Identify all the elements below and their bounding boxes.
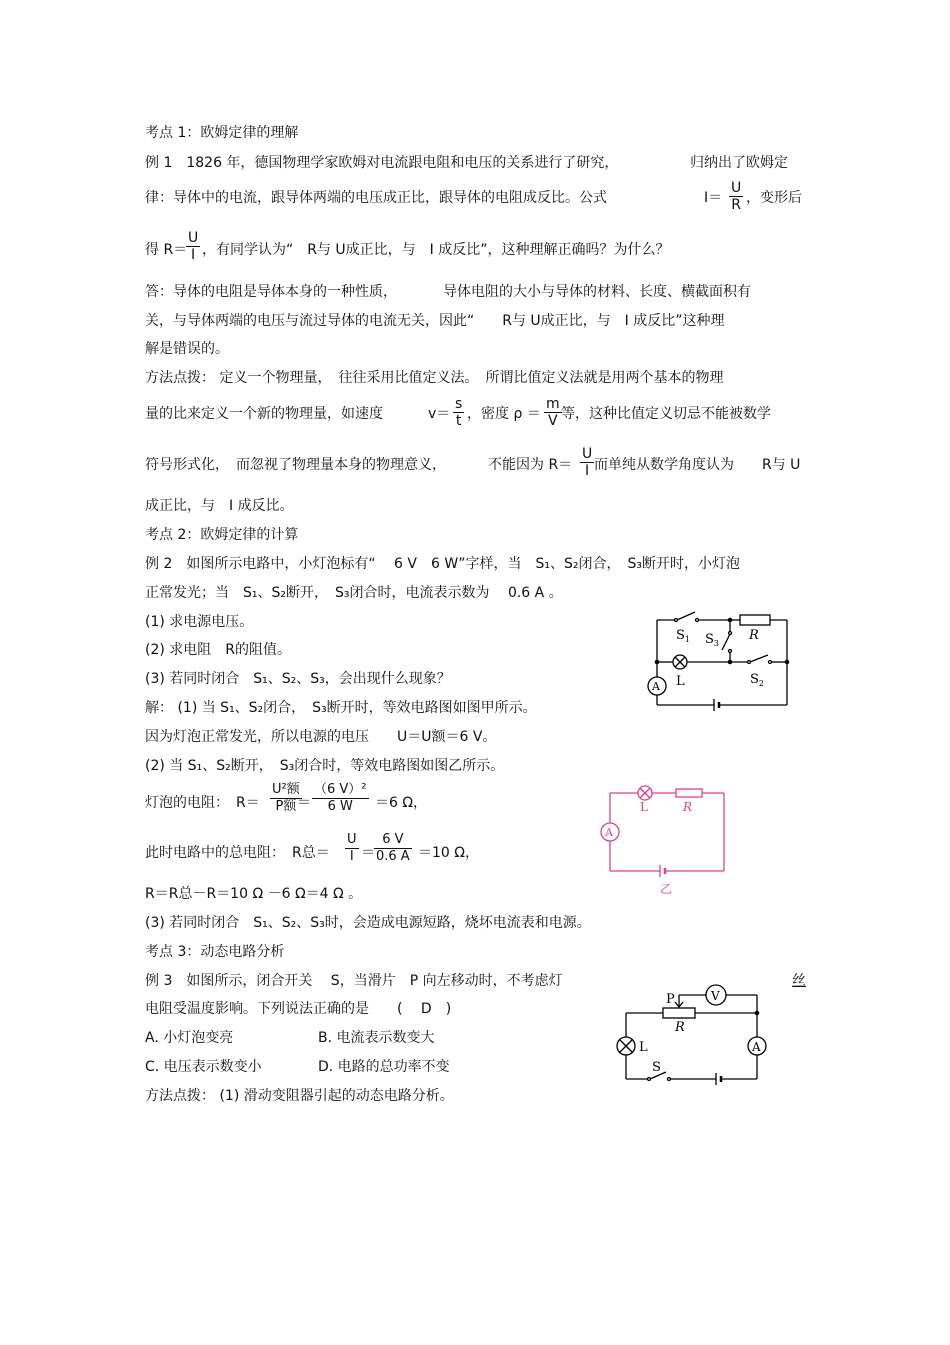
denominator: I	[191, 247, 196, 263]
solution-line-2: 因为灯泡正常发光，所以电源的电压 U＝U额＝6 V。	[145, 729, 497, 745]
method-line-4: 成正比，与 I 成反比。	[145, 498, 294, 514]
formula-6v-over-06a	[374, 832, 412, 865]
example-1-line-1b: 归纳出了欧姆定	[690, 155, 788, 171]
numerator: U	[731, 180, 742, 196]
solution-line-4-post: ＝6 Ω，	[375, 795, 428, 811]
equals-sign: ＝	[297, 795, 311, 811]
formula-u-over-i-3	[345, 832, 359, 865]
method-line-2a: 量的比来定义一个新的物理量，如速度	[145, 406, 383, 422]
solution-line-5-pre: 此时电路中的总电阻： R总＝	[145, 845, 330, 861]
option-d: D. 电路的总功率不变	[318, 1059, 450, 1075]
numerator: m	[546, 396, 560, 412]
solution-line-5-post: ＝10 Ω，	[418, 845, 479, 861]
formula-rho-eq: ，密度 ρ ＝	[467, 406, 541, 422]
formula-s-over-t	[453, 396, 464, 429]
method-line-3c: 而单纯从数学角度认为 R与 U	[594, 457, 801, 473]
formula-i-eq: I＝	[704, 190, 723, 206]
denominator: R	[731, 197, 741, 213]
label-l: L	[639, 1040, 648, 1055]
label-r: R	[683, 800, 693, 814]
question-3: (3) 若同时闭合 S₁、S₂、S₃，会出现什么现象？	[145, 671, 451, 687]
option-a: A. 小灯泡变亮	[145, 1030, 234, 1046]
label-p: P	[666, 992, 675, 1007]
example-3-line-2: 电阻受温度影响。下列说法正确的是 ( D )	[145, 1001, 452, 1017]
question-1: (1) 求电源电压。	[145, 614, 254, 630]
example-1-line-2b: ，变形后	[746, 190, 802, 206]
label-r: R	[749, 628, 759, 643]
example-1-line-1a: 例 1 1826 年，德国物理学家欧姆对电流跟电阻和电压的关系进行了研究，	[145, 155, 619, 171]
label-s: S	[652, 1060, 661, 1075]
voltmeter-label: V	[711, 989, 720, 1003]
solution-line-7: (3) 若同时闭合 S₁、S₂、S₃时，会造成电源短路，烧坏电流表和电源。	[145, 915, 591, 931]
numerator: 6 V	[374, 832, 412, 849]
formula-u-over-r	[729, 180, 743, 213]
numerator: U	[347, 832, 357, 847]
method-3: 方法点拨： (1) 滑动变阻器引起的动态电路分析。	[145, 1088, 454, 1104]
formula-m-over-v	[544, 396, 562, 429]
formula-v-eq: v＝	[428, 406, 451, 422]
denominator: I	[585, 463, 590, 479]
option-c: C. 电压表示数变小	[145, 1059, 262, 1075]
question-2: (2) 求电阻 R的阻值。	[145, 642, 292, 658]
solution-line-4-pre: 灯泡的电阻： R＝	[145, 795, 260, 811]
example-2-line-1: 例 2 如图所示电路中，小灯泡标有“ 6 V 6 W”字样，当 S₁、S₂闭合， S₃断开时，小灯泡	[145, 556, 740, 572]
solution-line-1: 解： (1) 当 S₁、S₂闭合， S₃断开时，等效电路图如图甲所示。	[145, 700, 537, 716]
example-3-line-1a: 例 3 如图所示，闭合开关 S，当滑片 P 向左移动时，不考虑灯	[145, 973, 563, 989]
circuit-diagram-2	[598, 783, 738, 898]
label-s1: $S_1$	[676, 628, 690, 644]
section-title-3: 考点 3：动态电路分析	[145, 944, 285, 960]
example-1-line-3-pre: 得 R＝	[145, 242, 188, 258]
method-line-3a: 符号形式化， 而忽视了物理量本身的物理意义，	[145, 457, 446, 473]
label-s3: $S_3$	[705, 632, 719, 648]
numerator: U²额	[272, 782, 300, 797]
formula-u-over-i-2	[580, 446, 594, 479]
section-title-2: 考点 2：欧姆定律的计算	[145, 527, 299, 543]
method-line-2b: 等，这种比值定义切忌不能被数学	[561, 406, 771, 422]
method-line-1: 方法点拨： 定义一个物理量， 往往采用比值定义法。 所谓比值定义法就是用两个基本的物理	[145, 370, 724, 386]
answer-line-2: 关，与导体两端的电压与流过导体的电流无关，因此“ R与 U成正比，与 I 成反比”这种理	[145, 313, 725, 329]
solution-line-3: (2) 当 S₁、S₂断开， S₃闭合时，等效电路图如图乙所示。	[145, 758, 505, 774]
formula-u-over-i	[186, 230, 200, 263]
answer-line-3: 解是错误的。	[145, 341, 229, 357]
formula-6v2-over-6w	[312, 782, 369, 815]
example-1-line-2a: 律：导体中的电流，跟导体两端的电压成正比，跟导体的电阻成反比。公式	[145, 190, 607, 206]
caption-yi: 乙	[660, 882, 673, 896]
circuit-diagram-1	[640, 605, 800, 720]
denominator: I	[349, 849, 354, 864]
answer-line-1b: 导体电阻的大小与导体的材料、长度、横截面积有	[443, 284, 751, 300]
denominator: 0.6 A	[376, 849, 410, 864]
ammeter-label: A	[605, 826, 613, 839]
example-2-line-2: 正常发光；当 S₁、S₂断开， S₃闭合时，电流表示数为 0.6 A 。	[145, 585, 563, 601]
option-b: B. 电流表示数变大	[318, 1030, 435, 1046]
numerator: U	[188, 230, 199, 246]
denominator: t	[455, 413, 462, 429]
circuit-diagram-3	[608, 975, 778, 1085]
label-l: L	[640, 800, 648, 814]
ammeter-label: A	[652, 680, 660, 693]
solution-line-6: R＝R总－R＝10 Ω －6 Ω＝4 Ω 。	[145, 886, 363, 902]
label-s2: $S_2$	[750, 672, 764, 688]
denominator: 6 W	[327, 799, 353, 814]
method-line-3b: 不能因为 R＝	[488, 457, 573, 473]
answer-line-1a: 答：导体的电阻是导体本身的一种性质，	[145, 284, 397, 300]
example-3-line-1b: 丝	[792, 973, 806, 989]
section-title-1: 考点 1：欧姆定律的理解	[145, 125, 299, 141]
numerator: （6 V）²	[314, 782, 367, 797]
denominator: V	[548, 413, 558, 429]
numerator: U	[582, 446, 593, 462]
equals-sign: ＝	[361, 845, 375, 861]
numerator: s	[455, 396, 463, 412]
ammeter-label: A	[752, 1040, 761, 1054]
label-r: R	[675, 1020, 685, 1035]
label-l: L	[676, 674, 685, 689]
denominator: P额	[275, 799, 297, 814]
example-1-line-3-post: ，有同学认为“ R与 U成正比，与 I 成反比”，这种理解正确吗？为什么？	[202, 242, 670, 258]
